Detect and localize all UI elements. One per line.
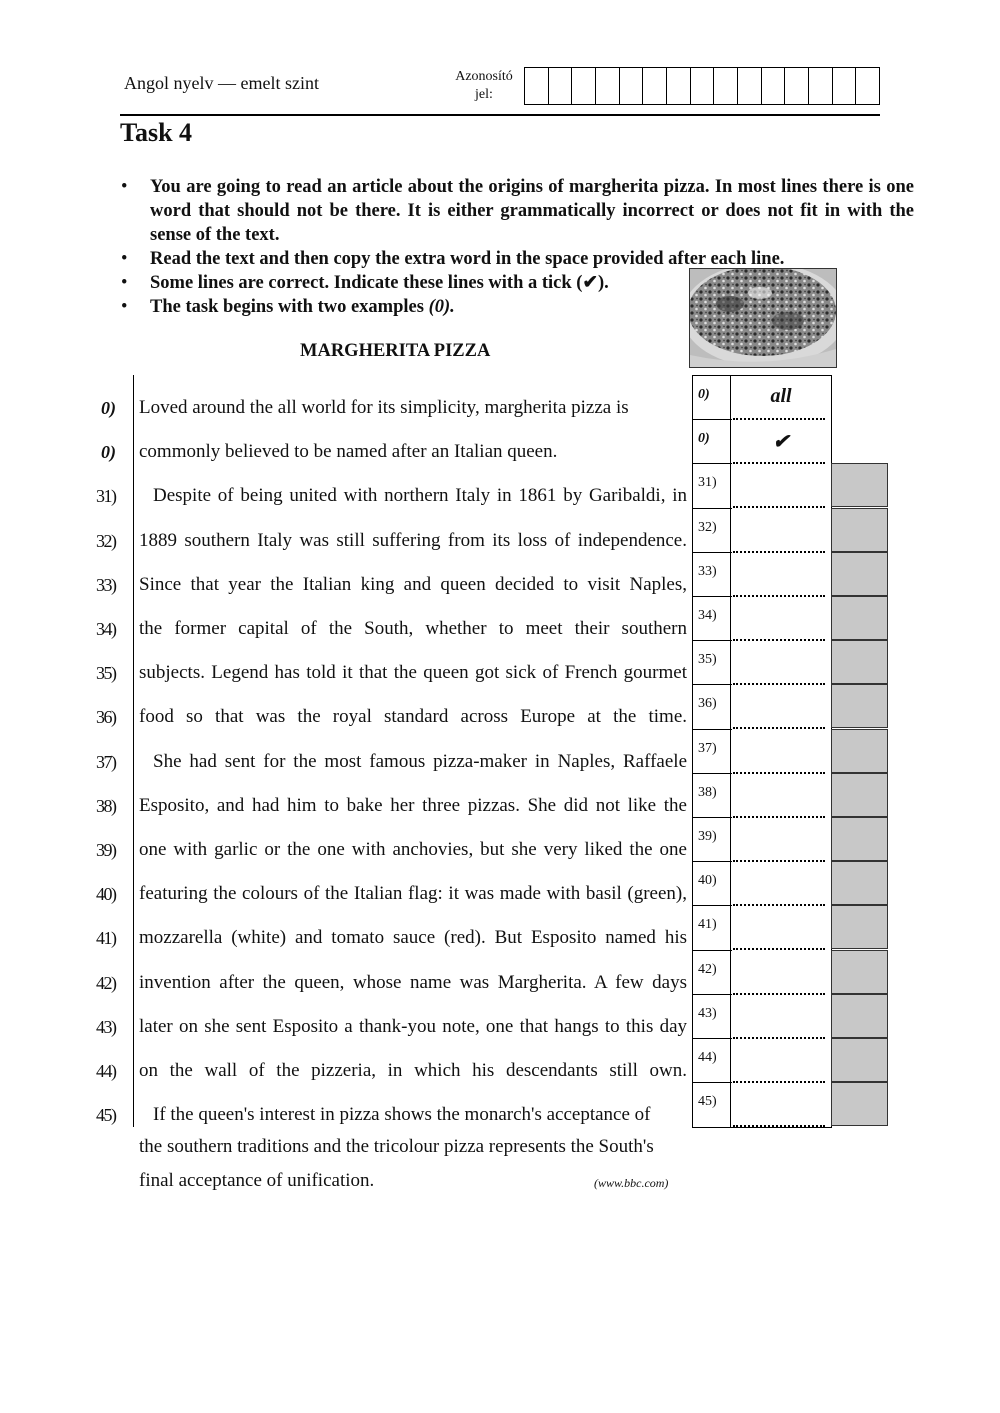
article-tail-line: the southern traditions and the tricolour pizza represents the South's: [139, 1136, 654, 1157]
answer-row-divider: [692, 596, 732, 597]
line-number: 39): [96, 840, 116, 860]
line-number: 38): [96, 795, 116, 816]
line-number: 31): [96, 486, 116, 507]
answer-row-divider: [692, 861, 732, 862]
answer-label: 38): [698, 784, 717, 800]
answer-field[interactable]: ✔: [772, 431, 790, 454]
answer-dotted-line: [733, 860, 825, 862]
score-box: [831, 596, 888, 640]
answer-label: 41): [698, 917, 717, 933]
score-box: [831, 1082, 888, 1126]
answer-field[interactable]: all: [770, 385, 792, 407]
answer-dotted-line: [733, 772, 825, 774]
text-margin-line: [133, 375, 134, 1127]
answer-dotted-line: [733, 418, 825, 420]
id-digit-box[interactable]: [762, 68, 786, 104]
exam-subject: Angol nyelv — emelt szint: [124, 73, 319, 93]
answer-dotted-line: [733, 948, 825, 950]
answer-row-divider: [692, 640, 732, 641]
line-number: 33): [96, 574, 116, 595]
answer-label: 31): [698, 475, 717, 491]
line-number: 0): [101, 398, 116, 418]
line-number: 36): [96, 707, 116, 728]
article-line: the former capital of the South, whether to meet their southern: [139, 618, 687, 639]
article-line: Loved around the all world for its simplicity, margherita pizza is: [139, 397, 629, 418]
pizza-image: [690, 269, 836, 367]
article-line: mozzarella (white) and tomato sauce (red). But Esposito named his: [139, 927, 687, 949]
id-digit-box[interactable]: [714, 68, 738, 104]
answer-row-divider: [692, 419, 732, 420]
instruction-example-tag: (0).: [428, 297, 455, 317]
line-number: 44): [96, 1061, 116, 1081]
id-digit-box[interactable]: [856, 68, 879, 104]
article-line: 1889 southern Italy was still suffering from its loss of independence.: [139, 529, 687, 551]
instruction-text: The task begins with two examples: [150, 297, 424, 317]
answer-row-divider: [692, 994, 732, 995]
answer-label: 43): [698, 1005, 717, 1021]
answer-row-divider: [692, 508, 732, 509]
article-line: food so that was the royal standard across Europe at the time.: [139, 706, 687, 728]
answer-label: 42): [698, 961, 717, 977]
answer-dotted-line: [733, 639, 825, 641]
line-number: 32): [96, 530, 116, 551]
answer-column-divider: [730, 375, 731, 1128]
pizza-photo: [689, 268, 837, 368]
answer-label: 0): [698, 431, 710, 447]
id-digit-box[interactable]: [785, 68, 809, 104]
source-citation: (www.bbc.com): [594, 1176, 669, 1190]
score-box: [831, 905, 888, 949]
answer-dotted-line: [733, 1037, 825, 1039]
article-line: on the wall of the pizzeria, in which his descendants still own.: [139, 1060, 687, 1081]
task-title: Task 4: [120, 118, 193, 147]
article-tail-line: final acceptance of unification.: [139, 1170, 375, 1191]
article-line: subjects. Legend has told it that the queen got sick of French gourmet: [139, 662, 687, 684]
answer-row-divider: [692, 773, 732, 774]
id-digit-box[interactable]: [809, 68, 833, 104]
score-box: [831, 508, 888, 552]
id-digit-box[interactable]: [596, 68, 620, 104]
answer-row-divider: [692, 1082, 732, 1083]
answer-label: 39): [698, 829, 717, 844]
answer-row-divider: [692, 684, 732, 685]
answer-label: 33): [698, 563, 717, 579]
article-line: Since that year the Italian king and queen decided to visit Naples,: [139, 573, 687, 595]
answer-dotted-line: [733, 551, 825, 553]
score-box: [831, 729, 888, 773]
answer-dotted-line: [733, 506, 825, 508]
line-number: 40): [96, 884, 116, 905]
score-box: [831, 994, 888, 1038]
answer-dotted-line: [733, 462, 825, 464]
answer-dotted-line: [733, 595, 825, 597]
answer-label: 34): [698, 608, 717, 623]
candidate-id-boxes[interactable]: [524, 67, 880, 105]
line-number: 45): [96, 1105, 116, 1126]
score-box: [831, 463, 888, 507]
answer-dotted-line: [733, 904, 825, 906]
line-number: 41): [96, 928, 116, 949]
id-label-line-1: Azonosító: [455, 69, 513, 84]
answer-dotted-line: [733, 683, 825, 685]
score-box: [831, 684, 888, 728]
answer-label: 35): [698, 652, 717, 668]
instruction-item: • Read the text and then copy the extra word in the space provided after each line.: [150, 247, 914, 271]
line-number: 42): [96, 972, 116, 993]
answer-label: 0): [698, 387, 710, 402]
article-line: one with garlic or the one with anchovies, but she very liked the one: [139, 839, 687, 860]
id-digit-box[interactable]: [525, 68, 549, 104]
id-digit-box[interactable]: [738, 68, 762, 104]
article-line: Despite of being united with northern Italy in 1861 by Garibaldi, in: [153, 485, 687, 507]
instruction-item: • Some lines are correct. Indicate these lines with a tick (✔).: [150, 271, 914, 295]
score-box: [831, 773, 888, 817]
id-digit-box[interactable]: [572, 68, 596, 104]
id-digit-box[interactable]: [643, 68, 667, 104]
article-line: If the queen's interest in pizza shows the monarch's acceptance of: [153, 1104, 651, 1126]
answer-dotted-line: [733, 816, 825, 818]
id-digit-box[interactable]: [549, 68, 573, 104]
answer-label: 32): [698, 519, 717, 535]
answer-row-divider: [692, 905, 732, 906]
id-digit-box[interactable]: [620, 68, 644, 104]
id-digit-box[interactable]: [667, 68, 691, 104]
score-box: [831, 640, 888, 684]
answer-dotted-line: [733, 1125, 825, 1127]
line-number: 0): [101, 442, 116, 463]
score-box: [831, 950, 888, 994]
answer-row-divider: [692, 463, 732, 464]
id-label: [448, 68, 520, 104]
score-box: [831, 552, 888, 596]
id-digit-box[interactable]: [833, 68, 857, 104]
answer-row-divider: [692, 552, 732, 553]
answer-dotted-line: [733, 993, 825, 995]
answer-row-divider: [692, 817, 732, 818]
answer-row-divider: [692, 729, 732, 730]
article-title: MARGHERITA PIZZA: [300, 341, 491, 361]
id-digit-box[interactable]: [691, 68, 715, 104]
line-number: 43): [96, 1016, 116, 1037]
answer-label: 36): [698, 696, 717, 712]
article-line: She had sent for the most famous pizza-maker in Naples, Raffaele: [153, 750, 687, 772]
article-line: commonly believed to be named after an Italian queen.: [139, 441, 558, 463]
instruction-item: • You are going to read an article about the origins of margherita pizza. In most lines there is one word that should not be there. It is either grammatically incorrect or does not fit in with the sense of the text.: [150, 175, 914, 247]
answer-row-divider: [692, 1038, 732, 1039]
line-number: 37): [96, 751, 116, 772]
score-box: [831, 1038, 888, 1082]
score-box: [831, 817, 888, 861]
line-number: 35): [96, 663, 116, 684]
id-label-line-2: jel:: [475, 87, 493, 102]
article-line: Esposito, and had him to bake her three pizzas. She did not like the: [139, 794, 687, 816]
answer-label: 37): [698, 740, 717, 756]
answer-label: 45): [698, 1094, 717, 1110]
article-line: featuring the colours of the Italian flag: it was made with basil (green),: [139, 883, 687, 905]
article-line: invention after the queen, whose name was Margherita. A few days: [139, 971, 687, 993]
article-line: later on she sent Esposito a thank-you note, one that hangs to this day: [139, 1015, 687, 1037]
answer-row-divider: [692, 950, 732, 951]
answer-dotted-line: [733, 1081, 825, 1083]
answer-label: 44): [698, 1050, 717, 1065]
header-divider: [120, 114, 880, 116]
answer-dotted-line: [733, 727, 825, 729]
line-number: 34): [96, 619, 116, 639]
answer-label: 40): [698, 873, 717, 889]
score-box: [831, 861, 888, 905]
